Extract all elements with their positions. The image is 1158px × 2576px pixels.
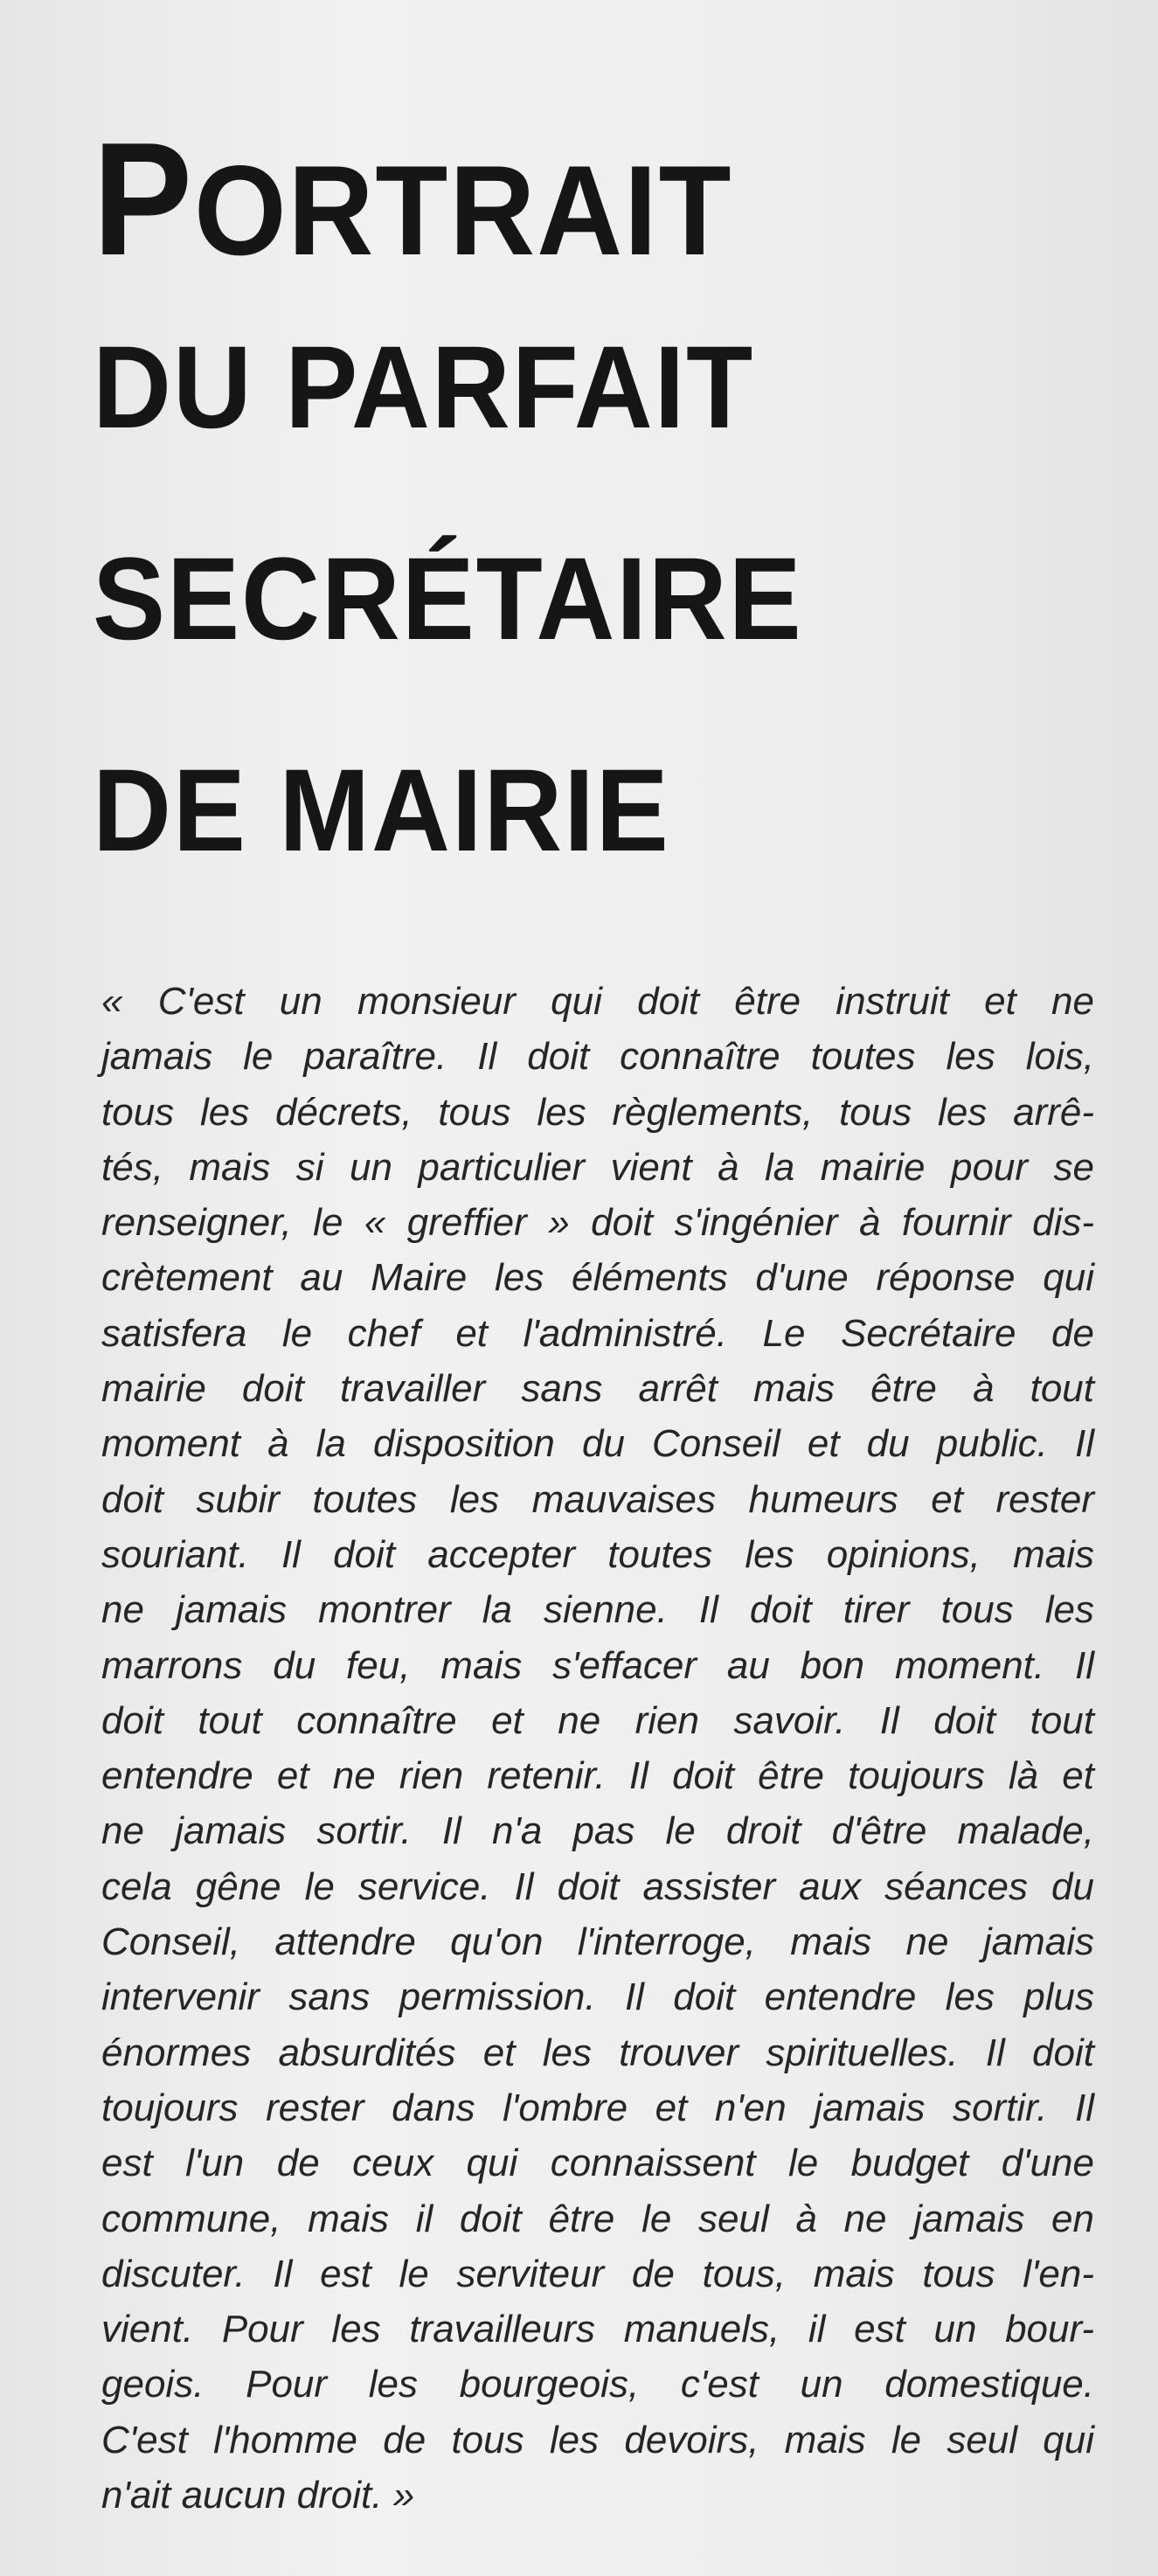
quote-line: toujours rester dans l'ombre et n'en jamais sortir. Il (101, 2086, 1094, 2129)
title-initial-capital: P (93, 108, 195, 288)
quote-line: souriant. Il doit accepter toutes les opinions, mais (101, 1532, 1094, 1576)
quote-line: renseigner, le « greffier » doit s'ingénier à fournir dis- (101, 1201, 1094, 1245)
quote-body (101, 974, 1094, 2523)
quote-line: C'est l'homme de tous les devoirs, mais le seul qui (101, 2418, 1094, 2461)
quote-line: est l'un de ceux qui connaissent le budget d'une (101, 2142, 1094, 2185)
quote-line: cela gêne le service. Il doit assister aux séances du (101, 1864, 1094, 1908)
quote-line: intervenir sans permission. Il doit entendre les plus (101, 1975, 1094, 2019)
quote-line: « C'est un monsieur qui doit être instruit et ne (101, 980, 1094, 1023)
article-title (93, 108, 1098, 964)
quote-line: n'ait aucun droit. » (101, 2474, 415, 2517)
quote-line: commune, mais il doit être le seul à ne jamais en (101, 2197, 1094, 2240)
title-line-3: SECRÉTAIRE (93, 534, 803, 664)
quote-line: satisfera le chef et l'administré. Le Secrétaire de (101, 1311, 1094, 1355)
quote-line: marrons du feu, mais s'effacer au bon moment. Il (101, 1643, 1094, 1687)
quote-line: énormes absurdités et les trouver spirituelles. Il doit (101, 2031, 1094, 2074)
quote-line: mairie doit travailler sans arrêt mais être à tout (101, 1367, 1094, 1411)
quote-line: moment à la disposition du Conseil et du public. Il (101, 1422, 1094, 1466)
quote-line: jamais le paraître. Il doit connaître toutes les lois, (101, 1035, 1094, 1079)
quote-line: ne jamais montrer la sienne. Il doit tirer tous les (101, 1588, 1094, 1632)
quote-line: entendre et ne rien retenir. Il doit être toujours là et (101, 1754, 1094, 1798)
quote-line: geois. Pour les bourgeois, c'est un domestique. (101, 2363, 1094, 2406)
title-line-1 (93, 108, 1028, 330)
quote-line: vient. Pour les travailleurs manuels, il est un bour- (101, 2308, 1094, 2351)
quote-line: doit tout connaître et ne rien savoir. Il doit tout (101, 1698, 1094, 1742)
quote-line: tés, mais si un particulier vient à la mairie pour se (101, 1145, 1094, 1189)
title-line-4: DE MAIRIE (93, 746, 670, 876)
quote-line: Conseil, attendre qu'on l'interroge, mais ne jamais (101, 1920, 1094, 1964)
quote-line: tous les décrets, tous les règlements, tous les arrê- (101, 1090, 1094, 1134)
quote-line: ne jamais sortir. Il n'a pas le droit d'être malade, (101, 1809, 1094, 1853)
title-line-2: DU PARFAIT (93, 323, 755, 453)
quote-line: crètement au Maire les éléments d'une réponse qui (101, 1256, 1094, 1300)
title-line-1-rest: ORTRAIT (194, 139, 733, 281)
quote-line: discuter. Il est le serviteur de tous, mais tous l'en- (101, 2252, 1094, 2295)
quote-line: doit subir toutes les mauvaises humeurs et rester (101, 1477, 1094, 1521)
